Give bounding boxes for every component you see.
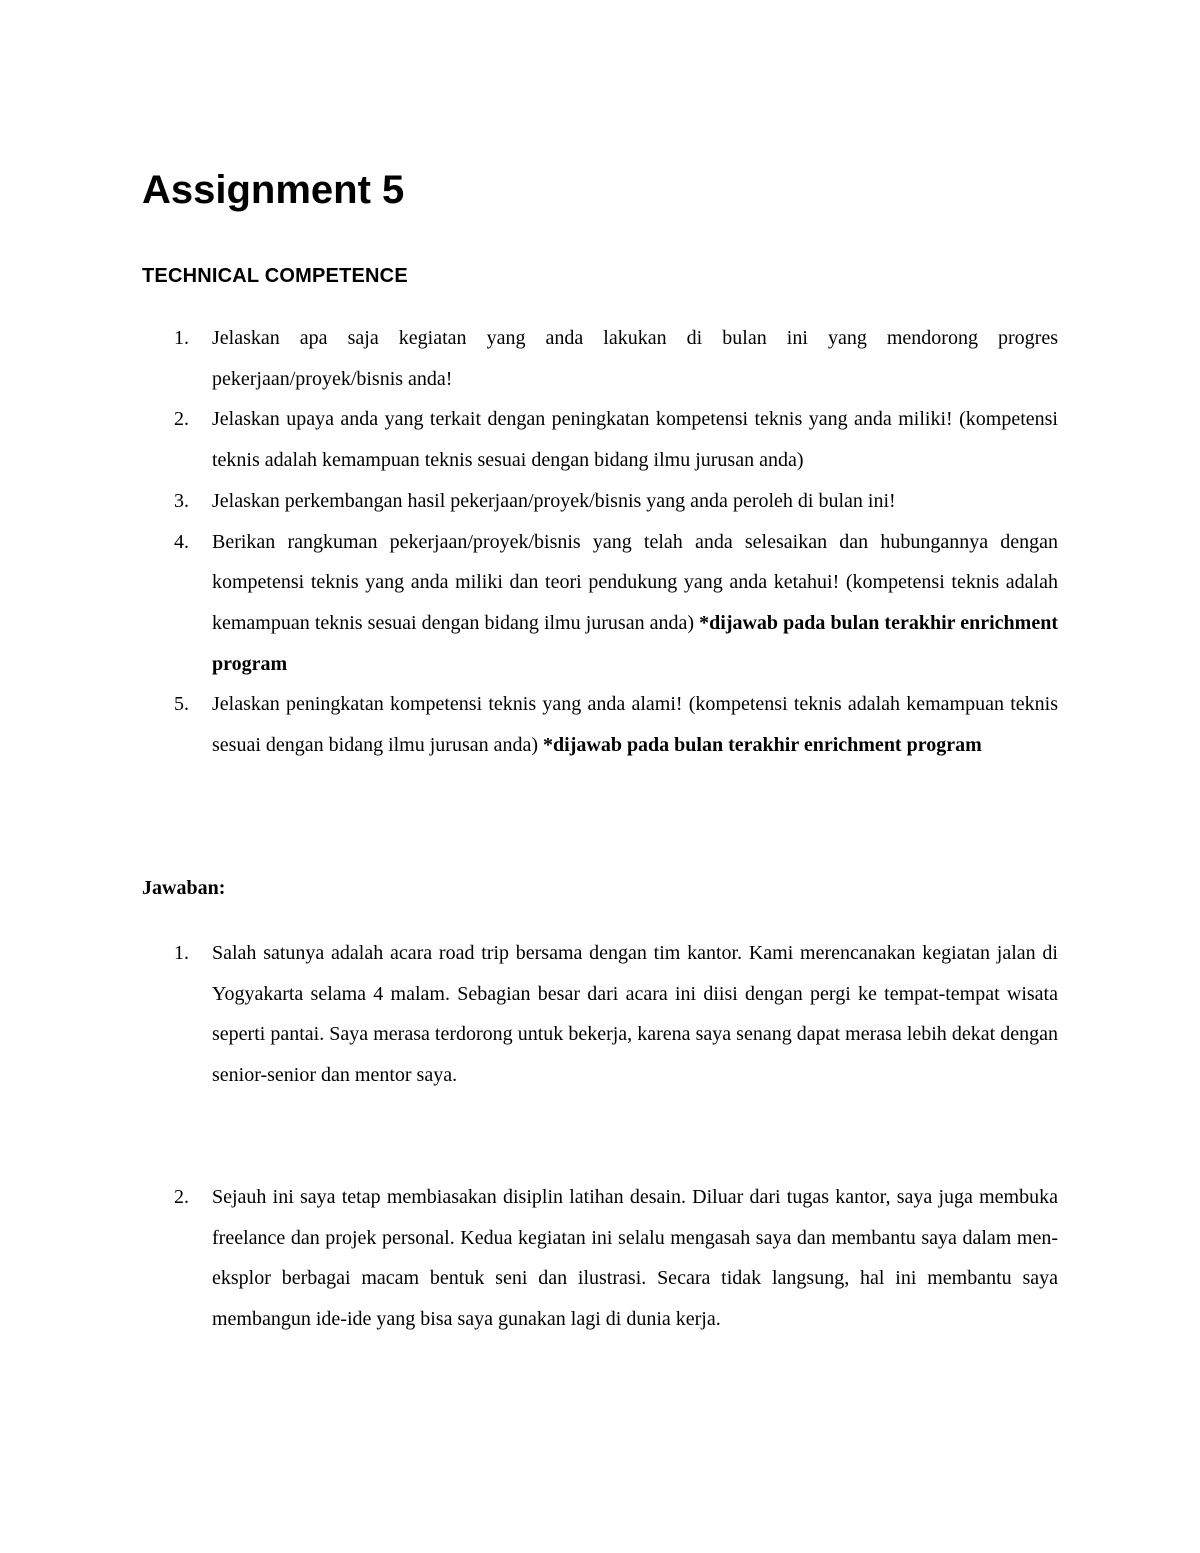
answer-list (142, 933, 1058, 1340)
answer-text: Salah satunya adalah acara road trip bersama dengan tim kantor. Kami merencanakan kegiatan jalan di Yogyakarta selama 4 malam. Sebagian besar dari acara ini diisi dengan pergi ke tempat-tempat wisata seperti pantai. Saya merasa terdorong untuk bekerja, karena saya senang dapat merasa lebih dekat dengan senior-senior dan mentor saya. (212, 942, 1058, 1087)
question-text: Berikan rangkuman pekerjaan/proyek/bisnis yang telah anda selesaikan dan hubungannya dengan kompetensi teknis yang anda miliki dan teori pendukung yang anda ketahui! (kompetensi teknis adalah kemampuan teknis sesuai dengan bidang ilmu jurusan anda) (212, 530, 1058, 634)
answers-heading: Jawaban: (142, 877, 226, 899)
question-note: *dijawab pada bulan terakhir enrichment program (212, 611, 1058, 675)
question-item-5 (142, 684, 1058, 765)
question-text: Jelaskan perkembangan hasil pekerjaan/proyek/bisnis yang anda peroleh di bulan ini! (212, 489, 896, 512)
question-item-1 (142, 318, 1058, 399)
question-number: 3. (174, 489, 189, 512)
answer-text: Sejauh ini saya tetap membiasakan disiplin latihan desain. Diluar dari tugas kantor, saya juga membuka freelance dan projek personal. Kedua kegiatan ini selalu mengasah saya dan membantu saya dalam men-eksplor berbagai macam bentuk seni dan ilustrasi. Secara tidak langsung, hal ini membantu saya membangun ide-ide yang bisa saya gunakan lagi di dunia kerja. (212, 1185, 1058, 1330)
question-number: 4. (174, 530, 189, 553)
question-text: Jelaskan upaya anda yang terkait dengan peningkatan kompetensi teknis yang anda miliki! (kompetensi teknis adalah kemampuan teknis sesuai dengan bidang ilmu jurusan anda) (212, 408, 1058, 472)
question-text: Jelaskan peningkatan kompetensi teknis yang anda alami! (kompetensi teknis adalah kemampuan teknis sesuai dengan bidang ilmu jurusan anda) (212, 693, 1058, 757)
section-heading: TECHNICAL COMPETENCE (142, 265, 408, 287)
answer-number: 2. (174, 1185, 189, 1208)
question-number: 1. (174, 327, 189, 349)
answer-number: 1. (174, 942, 189, 964)
question-text: Jelaskan apa saja kegiatan yang anda lakukan di bulan ini yang mendorong progres pekerjaan/proyek/bisnis anda! (212, 327, 1058, 390)
question-list (142, 318, 1058, 766)
question-item-4 (142, 522, 1058, 685)
question-note: *dijawab pada bulan terakhir enrichment program (543, 734, 982, 757)
answer-item-1 (142, 933, 1058, 1096)
answer-item-2 (142, 1177, 1058, 1340)
question-item-3 (142, 481, 1058, 522)
question-number: 5. (174, 693, 189, 716)
question-number: 2. (174, 408, 189, 431)
question-item-2 (142, 399, 1058, 480)
document-title: Assignment 5 (142, 168, 405, 212)
